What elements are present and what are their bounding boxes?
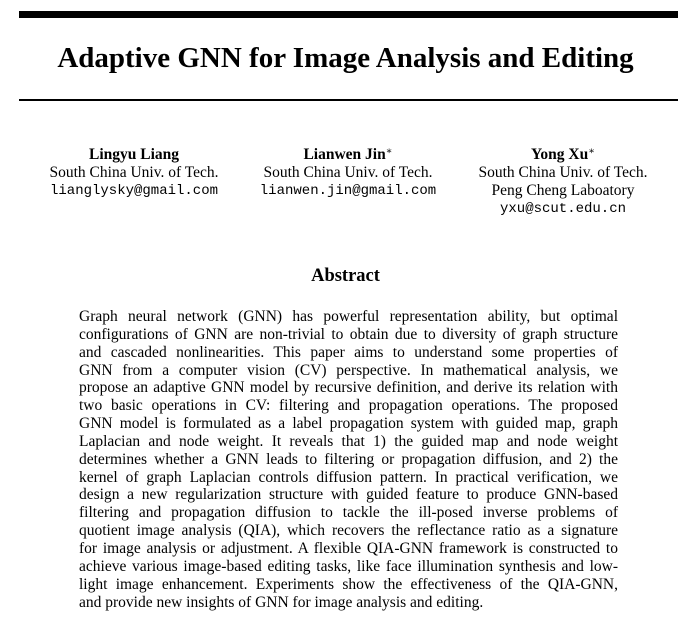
author-email: lianglysky@gmail.com — [49, 183, 219, 199]
abstract-line: Graph neural network (GNN) has powerful representation ability, but optimal — [79, 308, 618, 325]
author-affiliation-secondary: Peng Cheng Laboatory — [491, 182, 635, 199]
author-affiliation: South China Univ. of Tech. — [49, 164, 219, 181]
abstract-line: Laplacian and node weight. It reveals that 1) the guided map and node weight — [79, 432, 618, 450]
abstract-line: light image enhancement. Experiments show the effectiveness of the QIA-GNN, — [79, 575, 618, 593]
author-email: yxu@scut.edu.cn — [499, 201, 627, 217]
author-block-3 — [448, 146, 678, 218]
title-bottom-rule — [19, 99, 678, 101]
abstract-line: GNN model is formulated as a label propagation system with guided map, graph — [79, 415, 618, 433]
abstract-line: quotient image analysis (QIA), which recovers the reflectance ratio as a signature — [79, 522, 618, 540]
author-block-1 — [16, 146, 252, 200]
abstract-line: propose an adaptive GNN model by recursive definition, and derive its relation with — [79, 379, 618, 397]
author-name: Lingyu Liang — [88, 146, 180, 163]
author-affiliation: South China Univ. of Tech. — [263, 164, 433, 181]
abstract-line: two basic operations in CV: filtering and propagation operations. The proposed — [79, 397, 618, 415]
corresponding-author-mark: ∗ — [588, 146, 596, 157]
abstract-line: and provide new insights of GNN for image analysis and editing. — [79, 593, 484, 611]
author-block-2 — [233, 146, 463, 200]
author-name: Yong Xu∗ — [530, 146, 596, 163]
abstract-line: kernel of graph Laplacian controls diffusion pattern. In practical verification, we — [79, 468, 618, 486]
abstract-line: and cascaded nonlinearities. This paper aims to understand some properties of — [79, 343, 618, 361]
abstract-line: achieve various image-based editing tasks, like face illumination synthesis and low- — [79, 557, 618, 575]
title-top-rule — [19, 11, 678, 18]
abstract-line: configurations of GNN are non-trivial to obtain due to diversity of graph structure — [79, 325, 618, 343]
abstract-body — [79, 308, 618, 611]
abstract-line: determines whether a GNN leads to filtering or propagation diffusion, and 2) the — [79, 450, 618, 468]
abstract-line: for image analysis or adjustment. A flexible QIA-GNN framework is constructed to — [79, 539, 618, 557]
author-affiliation: South China Univ. of Tech. — [478, 164, 648, 181]
author-name: Lianwen Jin∗ — [303, 146, 393, 163]
abstract-heading: Abstract — [311, 266, 380, 286]
corresponding-author-mark: ∗ — [385, 146, 393, 157]
abstract-line: GNN from a computer vision (CV) perspective. In mathematical analysis, we — [79, 361, 618, 379]
author-email: lianwen.jin@gmail.com — [259, 183, 437, 199]
abstract-line: design a new regularization structure with guided feature to produce GNN-based — [79, 486, 618, 504]
paper-title: Adaptive GNN for Image Analysis and Editing — [57, 42, 634, 74]
abstract-line: filtering and propagation diffusion to tackle the ill-posed inverse problems of — [79, 504, 618, 522]
